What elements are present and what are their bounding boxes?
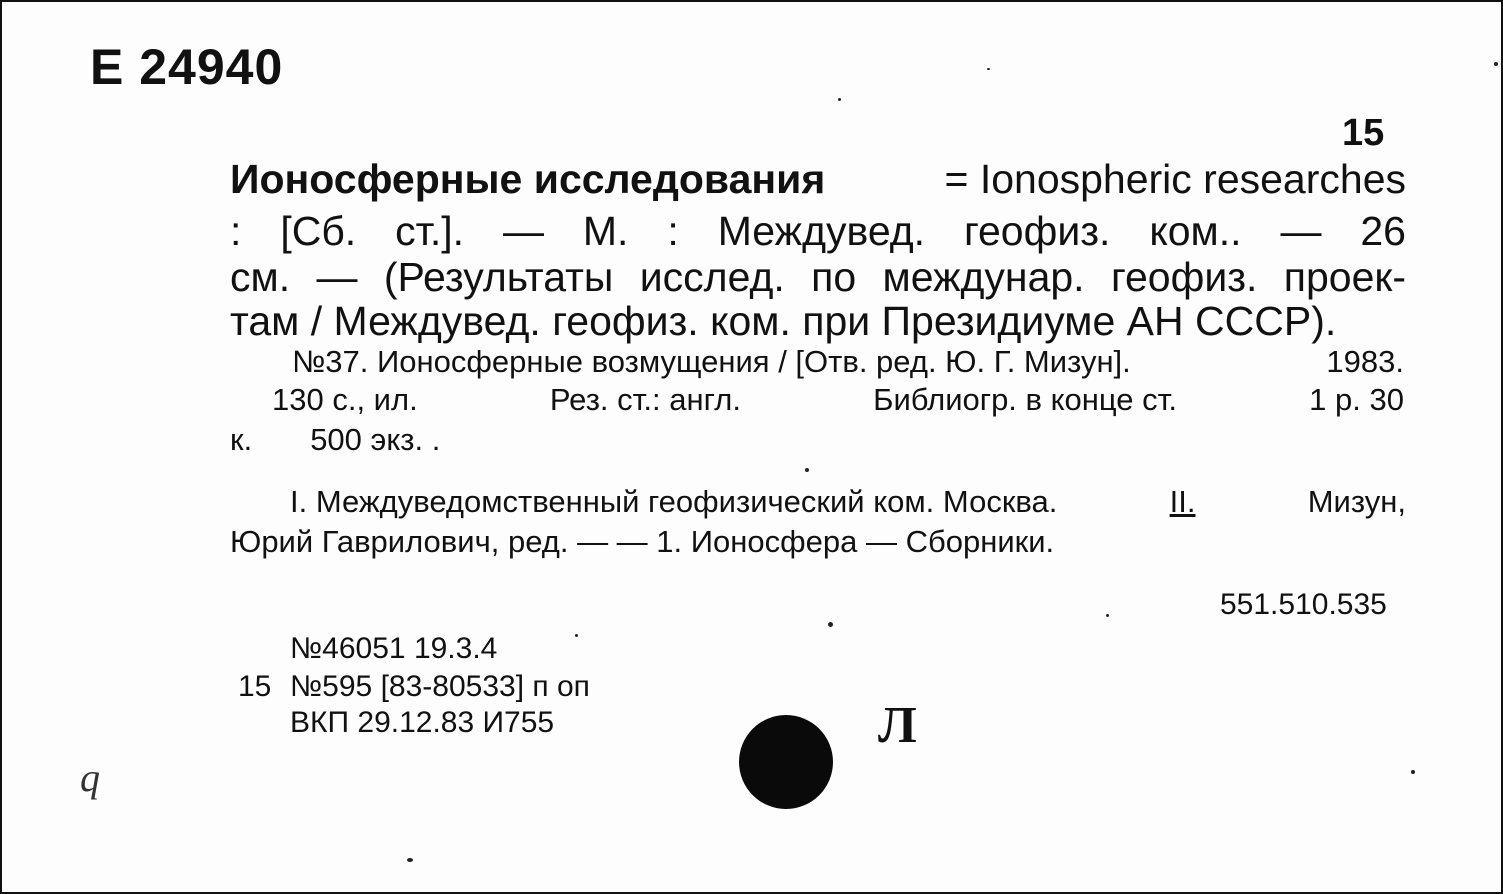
volume-title: №37. Ионосферные возмущения / [Отв. ред. Ю. Г. Мизун].: [292, 344, 1131, 379]
speck: [987, 68, 990, 70]
tracing-entry-1: I. Междуведомственный геофизический ком. Москва.: [290, 484, 1058, 519]
series-word: по: [811, 254, 857, 300]
handwritten-mark: q: [80, 755, 100, 800]
series-continuation: там / Междувед. геофиз. ком. при Президиуме АН СССР).: [230, 298, 1337, 344]
series-word: см.: [230, 254, 291, 300]
volume-summary: Рез. ст.: англ.: [549, 382, 741, 417]
volume-pages: 130 с., ил.: [272, 382, 418, 417]
imprint-word: ст.].: [395, 208, 465, 254]
volume-copies: 500 экз. .: [310, 422, 441, 457]
series-word: (Результаты: [383, 254, 614, 300]
speck: [805, 468, 809, 472]
volume-year: 1983.: [1326, 344, 1404, 379]
parallel-title: = Ionospheric researches: [944, 156, 1406, 202]
series-word: исслед.: [639, 254, 785, 300]
series-word: геофиз.: [1110, 254, 1258, 300]
volume-bibliography: Библиогр. в конце ст.: [873, 382, 1178, 417]
series-line-2: [230, 298, 1406, 345]
registration-line-3: ВКП 29.12.83 И755: [290, 706, 555, 739]
tracing-entry-2: Мизун,: [1307, 484, 1406, 519]
speck: [407, 858, 413, 862]
tracing-subject: Юрий Гаврилович, ред. — — 1. Ионосфера — Сборники.: [230, 524, 1055, 559]
imprint-word: :: [667, 208, 679, 254]
imprint-word: 26: [1360, 208, 1406, 254]
imprint-word: :: [230, 208, 242, 254]
series-word: —: [316, 254, 358, 300]
title-line: [230, 156, 1406, 203]
speck: [1411, 770, 1415, 774]
volume-line-2: [272, 382, 1404, 418]
registration-line-2: №595 [83-80533] п оп: [290, 670, 590, 703]
imprint-line: [230, 208, 1406, 255]
card-id: Е 24940: [90, 39, 284, 95]
speck: [575, 634, 578, 637]
imprint-word: геофиз.: [963, 208, 1111, 254]
letter-mark: Л: [878, 697, 917, 754]
speck: [1494, 62, 1498, 66]
title-bold: Ионосферные исследования: [230, 156, 826, 202]
imprint-word: —: [1280, 208, 1322, 254]
black-dot-mark: [739, 715, 833, 809]
speck: [838, 98, 841, 101]
imprint-word: —: [502, 208, 544, 254]
series-word: междунар.: [882, 254, 1085, 300]
tracing-line-1: [290, 484, 1406, 520]
registration-line-1: №46051 19.3.4: [290, 632, 498, 665]
tracing-line-2: [230, 524, 1230, 560]
imprint-word: Междувед.: [717, 208, 926, 254]
card-number: 15: [1342, 112, 1385, 154]
imprint-word: ком..: [1149, 208, 1242, 254]
speck: [828, 622, 833, 627]
series-word: проек-: [1283, 254, 1406, 300]
volume-line-1: [292, 344, 1404, 380]
volume-line-3: [230, 422, 470, 458]
imprint-word: [Сб.: [280, 208, 357, 254]
volume-kop: к.: [230, 422, 253, 457]
udc-code: 551.510.535: [1220, 588, 1387, 621]
tracing-roman-ii: II.: [1169, 484, 1196, 519]
imprint-word: М.: [582, 208, 629, 254]
speck: [1106, 614, 1109, 617]
volume-price: 1 р. 30: [1309, 382, 1404, 417]
series-line: [230, 254, 1406, 301]
registration-prefix: 15: [238, 670, 272, 703]
